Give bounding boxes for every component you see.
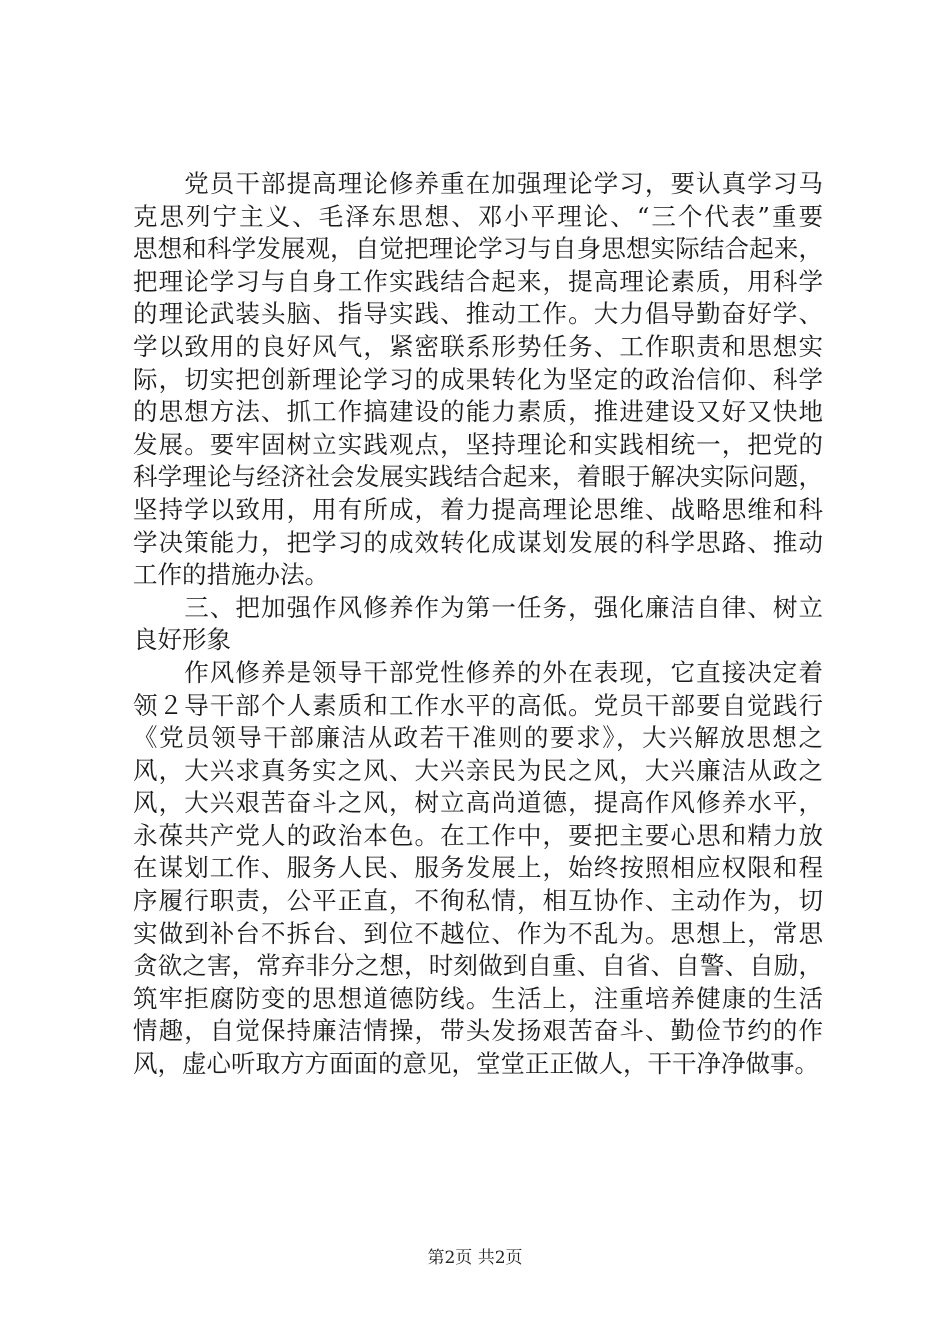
text-line: 筑牢拒腐防变的思想道德防线。生活上，注重培养健康的生活 <box>133 983 823 1013</box>
text-line: 学以致用的良好风气，紧密联系形势任务、工作职责和思想实 <box>133 331 823 361</box>
text-line: 学决策能力，把学习的成效转化成谋划发展的科学思路、推动 <box>133 527 823 557</box>
text-line: 情趣，自觉保持廉洁情操，带头发扬艰苦奋斗、勤俭节约的作 <box>133 1016 823 1046</box>
text-line: 坚持学以致用，用有所成，着力提高理论思维、战略思维和科 <box>133 494 823 524</box>
text-line: 领２导干部个人素质和工作水平的高低。党员干部要自觉践行 <box>133 690 823 720</box>
text-line: 思想和科学发展观，自觉把理论学习与自身思想实际结合起来， <box>133 234 823 264</box>
section-heading-line: 三、把加强作风修养作为第一任务，强化廉洁自律、树立 <box>133 592 823 622</box>
text-line: 发展。要牢固树立实践观点，坚持理论和实践相统一，把党的 <box>133 429 823 459</box>
text-line: 风，虚心听取方方面面的意见，堂堂正正做人，干干净净做事。 <box>133 1049 819 1079</box>
text-line: 实做到补台不拆台、到位不越位、作为不乱为。思想上，常思 <box>133 918 823 948</box>
text-line: 克思列宁主义、毛泽东思想、邓小平理论、“三个代表”重要 <box>133 201 823 231</box>
text-line: 永葆共产党人的政治本色。在工作中，要把主要心思和精力放 <box>133 820 823 850</box>
text-line: 风，大兴求真务实之风、大兴亲民为民之风，大兴廉洁从政之 <box>133 755 823 785</box>
section-heading-line: 良好形象 <box>133 625 231 655</box>
page-number: 第2页 共2页 <box>427 1248 523 1268</box>
text-line: 在谋划工作、服务人民、服务发展上，始终按照相应权限和程 <box>133 853 823 883</box>
text-line: 风，大兴艰苦奋斗之风，树立高尚道德，提高作风修养水平， <box>133 788 823 818</box>
text-line: 作风修养是领导干部党性修养的外在表现，它直接决定着 <box>133 657 823 687</box>
text-line: 科学理论与经济社会发展实践结合起来，着眼于解决实际问题， <box>133 462 823 492</box>
body-text <box>133 168 823 1081</box>
text-line: 工作的措施办法。 <box>133 560 329 590</box>
text-line: 序履行职责，公平正直，不徇私情，相互协作、主动作为，切 <box>133 886 823 916</box>
text-line: 际，切实把创新理论学习的成果转化为坚定的政治信仰、科学 <box>133 364 823 394</box>
text-line: 把理论学习与自身工作实践结合起来，提高理论素质，用科学 <box>133 266 823 296</box>
text-line: 贪欲之害，常弃非分之想，时刻做到自重、自省、自警、自励， <box>133 951 823 981</box>
text-line: 的理论武装头脑、指导实践、推动工作。大力倡导勤奋好学、 <box>133 299 823 329</box>
text-line: 的思想方法、抓工作搞建设的能力素质，推进建设又好又快地 <box>133 397 823 427</box>
text-line: 《党员领导干部廉洁从政若干准则的要求》，大兴解放思想之 <box>133 723 823 753</box>
text-line: 党员干部提高理论修养重在加强理论学习，要认真学习马 <box>133 169 823 198</box>
